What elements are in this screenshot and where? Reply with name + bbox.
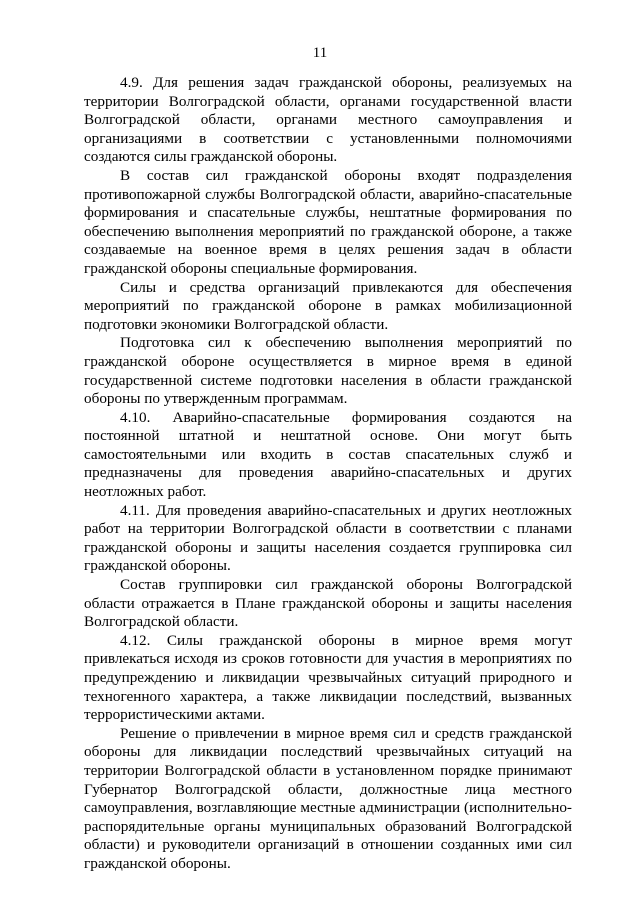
paragraph-peacetime-decision: Решение о привлечении в мирное время сил и средств гражданской обороны для ликвидации последствий чрезвычайных ситуаций на территории Волгоградской области в установленном порядке принимают Губернатор Волгоградской области, должностные лица местного самоуправления, возглавляющие местные администрации (исполнительно-распорядительные органы муниципальных образований Волгоградской области) и руководители организаций в отношении созданных ими сил гражданской обороны. [84,724,572,872]
paragraph-organization-forces: Силы и средства организаций привлекаются для обеспечения мероприятий по гражданской обороне в рамках мобилизационной подготовки экономики Волгоградской области. [84,278,572,333]
document-body [84,74,572,874]
paragraph-civil-defense-composition: В состав сил гражданской обороны входят подразделения противопожарной службы Волгоградской области, аварийно-спасательные формирования и спасательные службы, нештатные формирования по обеспечению выполнения мероприятий по гражданской обороне, а также создаваемые на военное время в целях решения задач в области гражданской обороны специальные формирования. [84,166,572,277]
paragraph-forces-training: Подготовка сил к обеспечению выполнения мероприятий по гражданской обороне осуществляется в мирное время в единой государственной системе подготовки населения в области гражданской обороны по утвержденным программам. [84,334,572,408]
paragraph-4-12: 4.12. Силы гражданской обороны в мирное время могут привлекаться исходя из сроков готовности для участия в мероприятиях по предупреждению и ликвидации чрезвычайных ситуаций природного и техногенного характера, а также ликвидации последствий, вызванных террористическими актами. [84,631,572,724]
page-number: 11 [312,45,328,61]
paragraph-4-11: 4.11. Для проведения аварийно-спасательных и других неотложных работ на территории Волгоградской области в соответствии с планами гражданской обороны и защиты населения создается группировка сил гражданской обороны. [84,501,572,575]
paragraph-4-10: 4.10. Аварийно-спасательные формирования создаются на постоянной штатной и нештатной основе. Они могут быть самостоятельными или входить в состав спасательных служб и предназначены для проведения аварийно-спасательных и других неотложных работ. [84,408,572,501]
paragraph-grouping-composition: Состав группировки сил гражданской обороны Волгоградской области отражается в Плане гражданской обороны и защиты населения Волгоградской области. [84,576,572,631]
paragraph-4-9: 4.9. Для решения задач гражданской обороны, реализуемых на территории Волгоградской области, органами государственной власти Волгоградской области, органами местного самоуправления и организациями в соответствии с установленными полномочиями создаются силы гражданской обороны. [84,74,572,166]
